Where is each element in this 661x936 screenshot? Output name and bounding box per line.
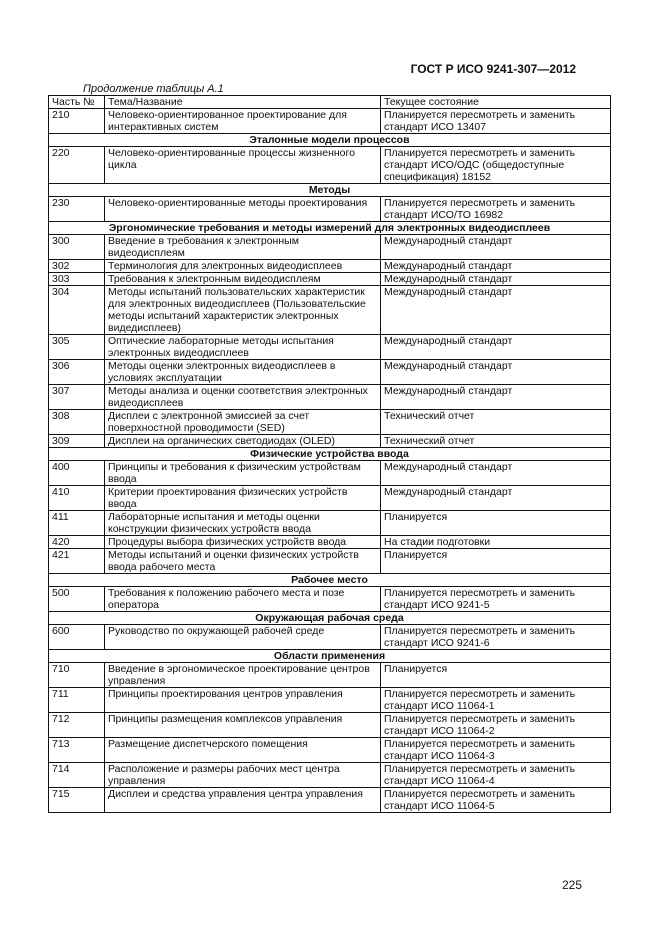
title-cell: Методы анализа и оценки соответствия электронных видеодисплеев: [105, 385, 381, 410]
column-header-title: Тема/Название: [105, 96, 381, 109]
part-number-cell: 500: [49, 587, 105, 612]
status-cell: Технический отчет: [381, 410, 611, 435]
status-cell: Планируется: [381, 663, 611, 688]
part-number-cell: 711: [49, 688, 105, 713]
part-number-cell: 302: [49, 260, 105, 273]
section-title: Рабочее место: [49, 574, 611, 587]
section-title: Физические устройства ввода: [49, 448, 611, 461]
section-title: Эталонные модели процессов: [49, 134, 611, 147]
status-cell: На стадии подготовки: [381, 536, 611, 549]
title-cell: Человеко-ориентированные методы проектирования: [105, 197, 381, 222]
status-cell: Планируется: [381, 549, 611, 574]
table-row: [49, 385, 611, 410]
status-cell: Планируется пересмотреть и заменить стандарт ИСО 11064-2: [381, 713, 611, 738]
title-cell: Требования к электронным видеодисплеям: [105, 273, 381, 286]
status-cell: Международный стандарт: [381, 385, 611, 410]
table-row: [49, 335, 611, 360]
title-cell: Дисплеи на органических светодиодах (OLED): [105, 435, 381, 448]
title-cell: Дисплеи и средства управления центра управления: [105, 788, 381, 813]
part-number-cell: 220: [49, 147, 105, 184]
table-header-row: [49, 96, 611, 109]
table-row: [49, 197, 611, 222]
part-number-cell: 713: [49, 738, 105, 763]
status-cell: Международный стандарт: [381, 235, 611, 260]
title-cell: Человеко-ориентированное проектирование для интерактивных систем: [105, 109, 381, 134]
table-row: [49, 486, 611, 511]
part-number-cell: 230: [49, 197, 105, 222]
section-title: Окружающая рабочая среда: [49, 612, 611, 625]
title-cell: Методы испытаний и оценки физических устройств ввода рабочего места: [105, 549, 381, 574]
table-row: [49, 286, 611, 335]
section-row: [49, 184, 611, 197]
status-cell: Планируется пересмотреть и заменить стандарт ИСО 9241-6: [381, 625, 611, 650]
status-cell: Международный стандарт: [381, 360, 611, 385]
table-row: [49, 587, 611, 612]
status-cell: Международный стандарт: [381, 260, 611, 273]
title-cell: Принципы и требования к физическим устройствам ввода: [105, 461, 381, 486]
column-header-status: Текущее состояние: [381, 96, 611, 109]
table-body: [49, 109, 611, 813]
status-cell: Планируется: [381, 511, 611, 536]
table-row: [49, 625, 611, 650]
part-number-cell: 300: [49, 235, 105, 260]
status-cell: Международный стандарт: [381, 335, 611, 360]
section-title: Методы: [49, 184, 611, 197]
part-number-cell: 710: [49, 663, 105, 688]
table-row: [49, 360, 611, 385]
section-row: [49, 222, 611, 235]
part-number-cell: 307: [49, 385, 105, 410]
title-cell: Принципы размещения комплексов управления: [105, 713, 381, 738]
part-number-cell: 305: [49, 335, 105, 360]
title-cell: Методы испытаний пользовательских характеристик для электронных видеодисплеев (Пользовательские методы испытаний характеристик электронных видедисплеев): [105, 286, 381, 335]
status-cell: Планируется пересмотреть и заменить стандарт ИСО 11064-1: [381, 688, 611, 713]
title-cell: Введение в эргономическое проектирование центров управления: [105, 663, 381, 688]
part-number-cell: 714: [49, 763, 105, 788]
section-row: [49, 574, 611, 587]
column-header-part: Часть №: [49, 96, 105, 109]
part-number-cell: 306: [49, 360, 105, 385]
table-row: [49, 511, 611, 536]
part-number-cell: 712: [49, 713, 105, 738]
table-row: [49, 273, 611, 286]
part-number-cell: 303: [49, 273, 105, 286]
page-number: 225: [562, 878, 583, 892]
standards-table: [48, 95, 611, 813]
part-number-cell: 309: [49, 435, 105, 448]
title-cell: Расположение и размеры рабочих мест центра управления: [105, 763, 381, 788]
title-cell: Терминология для электронных видеодисплеев: [105, 260, 381, 273]
part-number-cell: 400: [49, 461, 105, 486]
table-row: [49, 688, 611, 713]
status-cell: Международный стандарт: [381, 286, 611, 335]
part-number-cell: 715: [49, 788, 105, 813]
status-cell: Международный стандарт: [381, 461, 611, 486]
title-cell: Методы оценки электронных видеодисплеев в условиях эксплуатации: [105, 360, 381, 385]
table-row: [49, 435, 611, 448]
status-cell: Планируется пересмотреть и заменить стандарт ИСО 9241-5: [381, 587, 611, 612]
table-row: [49, 788, 611, 813]
section-title: Эргономические требования и методы измерений для электронных видеодисплеев: [49, 222, 611, 235]
title-cell: Оптические лабораторные методы испытания электронных видеодисплеев: [105, 335, 381, 360]
table-row: [49, 536, 611, 549]
status-cell: Технический отчет: [381, 435, 611, 448]
title-cell: Требования к положению рабочего места и позе оператора: [105, 587, 381, 612]
part-number-cell: 420: [49, 536, 105, 549]
status-cell: Планируется пересмотреть и заменить стандарт ИСО 11064-3: [381, 738, 611, 763]
table-row: [49, 235, 611, 260]
title-cell: Принципы проектирования центров управления: [105, 688, 381, 713]
table-row: [49, 763, 611, 788]
table-row: [49, 410, 611, 435]
section-row: [49, 134, 611, 147]
table-row: [49, 663, 611, 688]
standard-designation: ГОСТ Р ИСО 9241-307—2012: [410, 62, 576, 76]
title-cell: Размещение диспетчерского помещения: [105, 738, 381, 763]
status-cell: Планируется пересмотреть и заменить стандарт ИСО/ОДС (общедоступные спецификация) 18152: [381, 147, 611, 184]
table-row: [49, 738, 611, 763]
section-title: Области применения: [49, 650, 611, 663]
title-cell: Дисплеи с электронной эмиссией за счет поверхностной проводимости (SED): [105, 410, 381, 435]
title-cell: Введение в требования к электронным видеодисплеям: [105, 235, 381, 260]
table-row: [49, 147, 611, 184]
part-number-cell: 210: [49, 109, 105, 134]
status-cell: Международный стандарт: [381, 486, 611, 511]
table-row: [49, 549, 611, 574]
section-row: [49, 612, 611, 625]
title-cell: Критерии проектирования физических устройств ввода: [105, 486, 381, 511]
table-row: [49, 109, 611, 134]
part-number-cell: 600: [49, 625, 105, 650]
status-cell: Планируется пересмотреть и заменить стандарт ИСО 11064-5: [381, 788, 611, 813]
title-cell: Руководство по окружающей рабочей среде: [105, 625, 381, 650]
title-cell: Процедуры выбора физических устройств ввода: [105, 536, 381, 549]
table-row: [49, 260, 611, 273]
table-continuation-caption: Продолжение таблицы А.1: [83, 83, 224, 95]
status-cell: Планируется пересмотреть и заменить стандарт ИСО 11064-4: [381, 763, 611, 788]
section-row: [49, 650, 611, 663]
part-number-cell: 304: [49, 286, 105, 335]
part-number-cell: 410: [49, 486, 105, 511]
part-number-cell: 308: [49, 410, 105, 435]
status-cell: Планируется пересмотреть и заменить стандарт ИСО 13407: [381, 109, 611, 134]
section-row: [49, 448, 611, 461]
title-cell: Человеко-ориентированные процессы жизненного цикла: [105, 147, 381, 184]
part-number-cell: 421: [49, 549, 105, 574]
status-cell: Планируется пересмотреть и заменить стандарт ИСО/ТО 16982: [381, 197, 611, 222]
status-cell: Международный стандарт: [381, 273, 611, 286]
part-number-cell: 411: [49, 511, 105, 536]
table-row: [49, 713, 611, 738]
title-cell: Лабораторные испытания и методы оценки конструкции физических устройств ввода: [105, 511, 381, 536]
table-row: [49, 461, 611, 486]
